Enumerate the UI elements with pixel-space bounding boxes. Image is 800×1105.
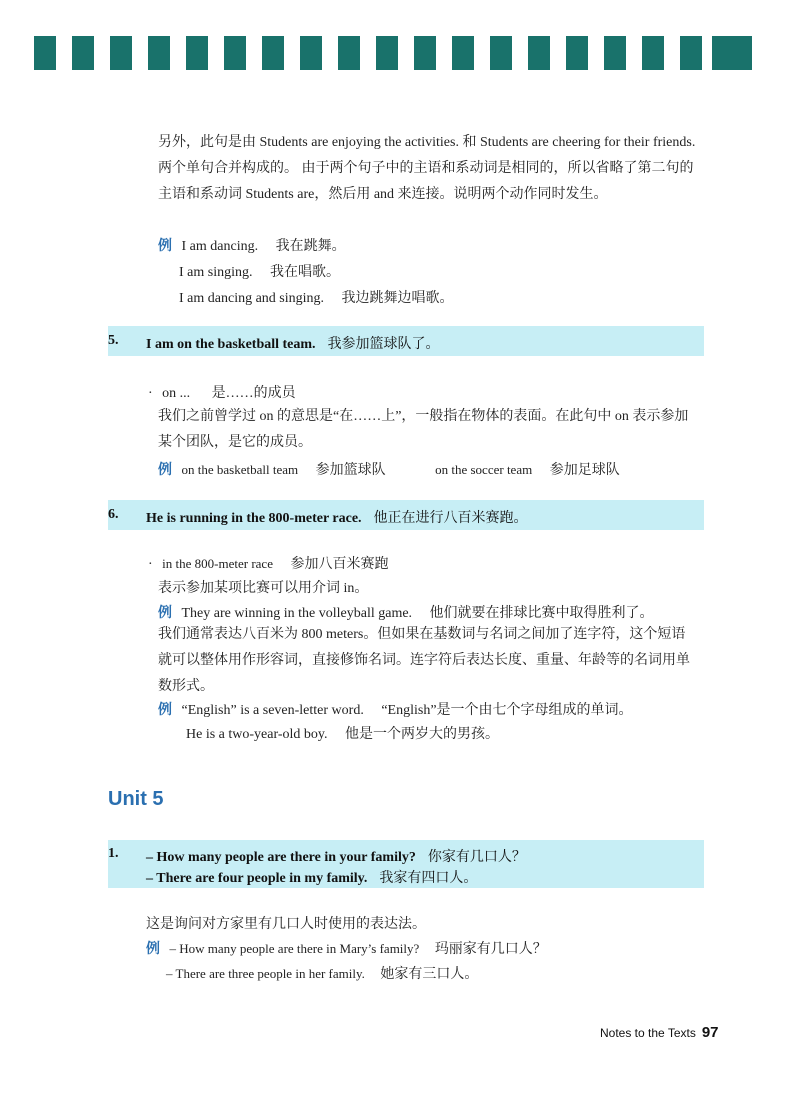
example-cn: 参加篮球队 [315, 463, 386, 478]
header-square [490, 36, 512, 70]
term: on ... [162, 386, 191, 401]
example-en: They are winning in the volleyball game. [181, 606, 413, 621]
footer-label: Notes to the Texts [600, 1026, 696, 1040]
header-square [262, 36, 284, 70]
header-decoration [0, 28, 800, 72]
header-square [186, 36, 208, 70]
heading-cn: 我家有四口人。 [379, 871, 478, 886]
example-line [158, 459, 620, 479]
header-square [452, 36, 474, 70]
example-cn: “English”是一个由七个字母组成的单词。 [381, 703, 633, 718]
example-en: on the soccer team [435, 462, 533, 477]
example-en: I am dancing and singing. [179, 291, 325, 306]
heading-cn: 他正在进行八百米赛跑。 [373, 511, 528, 526]
heading-en: – There are four people in my family. [146, 871, 368, 886]
heading-text [146, 333, 440, 353]
term: in the 800-meter race [162, 556, 273, 571]
heading-number: 1. [108, 846, 119, 861]
example-en: on the basketball team [181, 462, 299, 477]
heading-en: I am on the basketball team. [146, 337, 316, 352]
header-square [224, 36, 246, 70]
header-square [110, 36, 132, 70]
example-en: – There are three people in her family. [166, 966, 365, 981]
heading-cn: 我参加篮球队了。 [327, 337, 440, 352]
example-line-2 [179, 261, 340, 281]
example-label: 例 [158, 604, 172, 620]
example-cn: 他们就要在排球比赛中取得胜利了。 [429, 606, 654, 621]
page-footer [600, 1024, 719, 1041]
example-line [166, 963, 478, 983]
example-en: I am singing. [179, 265, 253, 280]
example-line [186, 723, 499, 743]
bullet: · [148, 557, 153, 572]
header-square [566, 36, 588, 70]
header-square [72, 36, 94, 70]
explanation-paragraph: 我们通常表达八百米为 800 meters。但如果在基数词与名词之间加了连字符，这个短语就可以整体用作形容词，直接修饰名词。连字符后表达长度、重量、年龄等的名词用单数形式。 [158, 627, 690, 694]
header-end-block [712, 36, 752, 70]
example-en: He is a two-year-old boy. [186, 727, 328, 742]
example-line [146, 938, 547, 958]
heading-number: 6. [108, 507, 119, 522]
heading-text [146, 507, 528, 527]
header-square [528, 36, 550, 70]
example-cn: 她家有三口人。 [380, 967, 479, 982]
example-cn: 我边跳舞边唱歌。 [341, 291, 454, 306]
header-square [604, 36, 626, 70]
example-cn: 我在唱歌。 [270, 265, 340, 280]
heading-number: 5. [108, 333, 119, 348]
header-square [34, 36, 56, 70]
example-en: I am dancing. [181, 239, 259, 254]
heading-en: He is running in the 800-meter race. [146, 511, 362, 526]
term-cn: 参加八百米赛跑 [290, 557, 389, 572]
example-line-3 [179, 287, 454, 307]
term-line [148, 382, 296, 402]
preposition-note: 表示参加某项比赛可以用介词 in。 [158, 581, 369, 596]
example-label: 例 [158, 461, 172, 477]
heading-answer [146, 867, 477, 887]
example-cn: 参加足球队 [549, 463, 620, 478]
heading-question [146, 846, 526, 866]
header-square [376, 36, 398, 70]
example-cn: 他是一个两岁大的男孩。 [345, 727, 499, 742]
header-square [338, 36, 360, 70]
example-en: “English” is a seven-letter word. [181, 703, 364, 718]
example-label: 例 [158, 237, 172, 253]
unit-title: Unit 5 [108, 788, 164, 810]
explanation-paragraph: 我们之前曾学过 on 的意思是“在……上”，一般指在物体的表面。在此句中 on 表示参加某个团队，是它的成员。 [158, 409, 689, 450]
example-label: 例 [158, 701, 172, 717]
heading-en: – How many people are there in your family? [146, 850, 416, 865]
example-en: – How many people are there in Mary’s family? [169, 941, 420, 956]
header-square [300, 36, 322, 70]
term-cn: 是……的成员 [211, 386, 296, 401]
intro-paragraph: 另外，此句是由 Students are enjoying the activities. 和 Students are cheering for their friends. 两个单句合并构成的。 由于两个句子中的主语和系动词是相同的，所以省略了第二句的主语和系动词 Students are，然后用 and 来连接。说明两个动作同时发生。 [158, 135, 696, 202]
page-number: 97 [701, 1024, 719, 1041]
explanation-line: 这是询问对方家里有几口人时使用的表达法。 [146, 917, 426, 932]
header-square [148, 36, 170, 70]
bullet: · [148, 386, 153, 401]
example-cn: 我在跳舞。 [275, 239, 346, 254]
example-cn: 玛丽家有几口人？ [434, 942, 547, 957]
header-square [642, 36, 664, 70]
header-square [680, 36, 702, 70]
example-label: 例 [146, 940, 160, 956]
example-line [158, 602, 654, 622]
example-line-1 [158, 235, 346, 255]
heading-cn: 你家有几口人？ [427, 850, 526, 865]
header-square [414, 36, 436, 70]
term-line [148, 553, 388, 573]
example-line [158, 699, 633, 719]
